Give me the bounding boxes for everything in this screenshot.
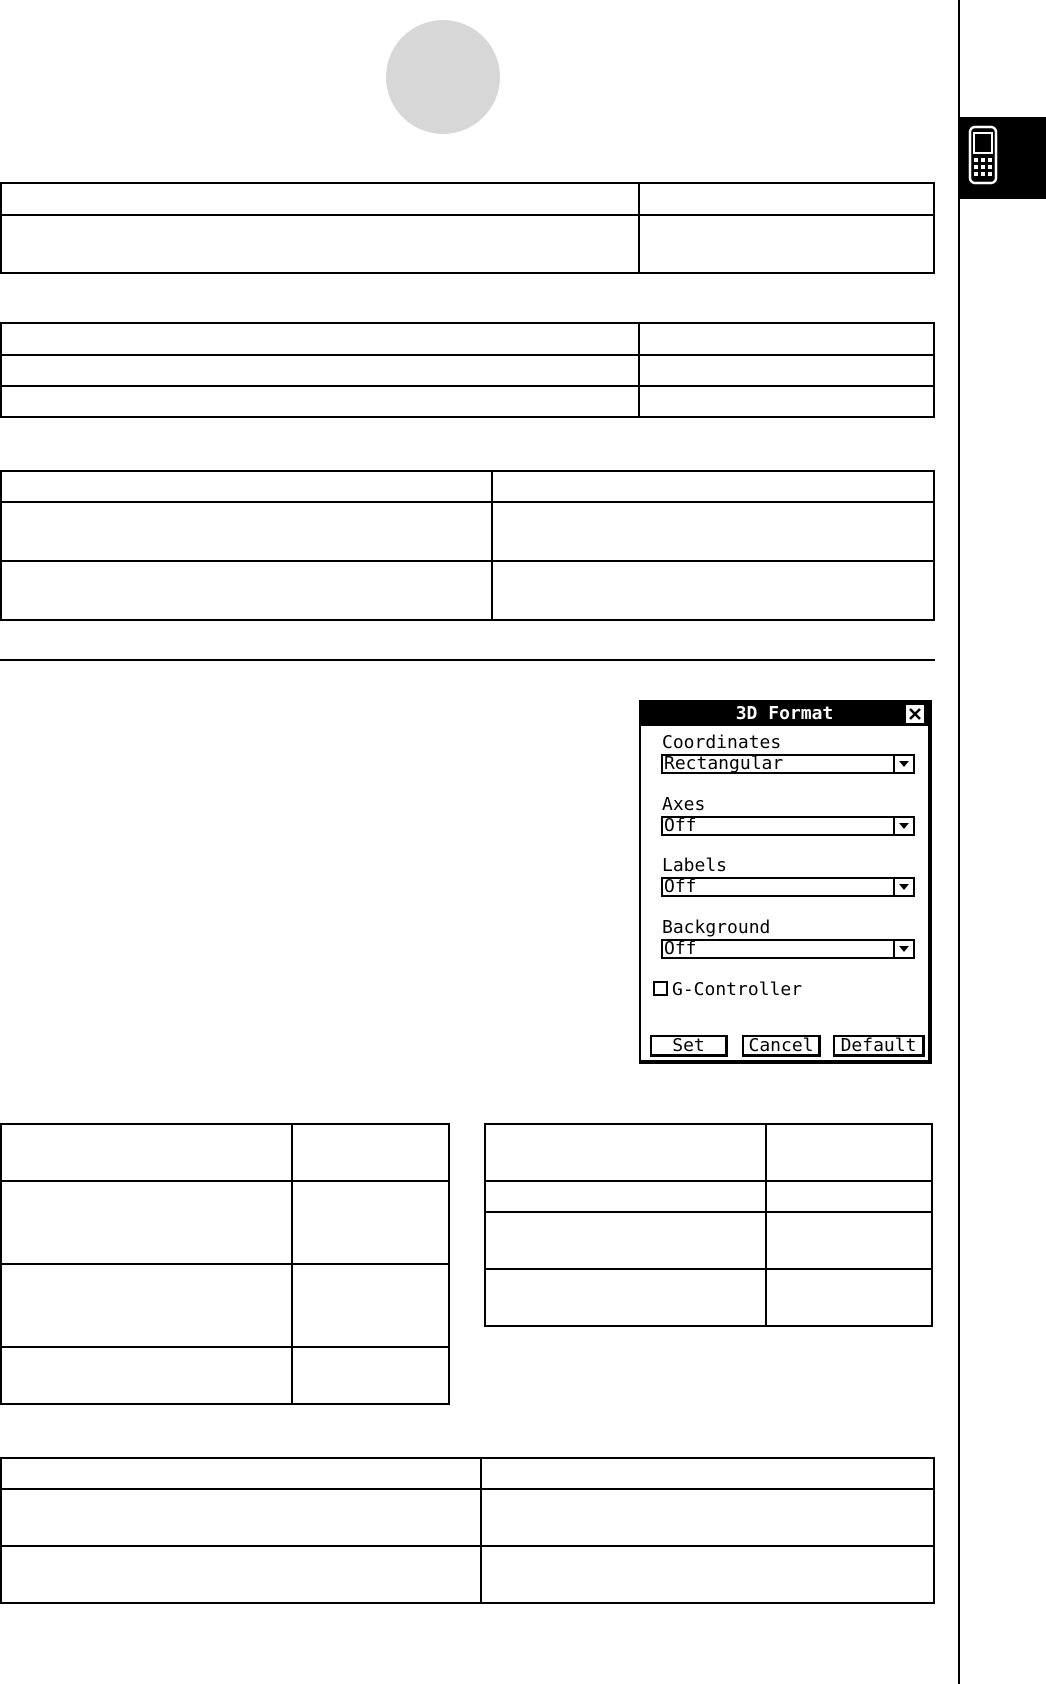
set-button[interactable]: Set	[650, 1035, 728, 1057]
background-select[interactable]	[661, 939, 915, 959]
chapter-circle	[386, 20, 500, 134]
table-2	[0, 322, 935, 418]
table-4	[0, 1123, 450, 1405]
dialog-title: 3D Format	[641, 702, 928, 726]
labels-select[interactable]	[661, 877, 915, 897]
table-1	[0, 182, 935, 274]
chevron-down-icon[interactable]	[893, 756, 913, 772]
labels-label: Labels	[662, 855, 728, 876]
g-controller-label: G-Controller	[672, 979, 803, 1000]
axes-select[interactable]	[661, 816, 915, 836]
axes-label: Axes	[662, 794, 706, 815]
close-icon[interactable]	[906, 705, 924, 723]
format-dialog	[639, 700, 932, 1064]
default-button[interactable]: Default	[833, 1035, 925, 1057]
coordinates-value: Rectangular	[664, 753, 784, 774]
chevron-down-icon[interactable]	[893, 818, 913, 834]
cancel-button[interactable]: Cancel	[742, 1035, 821, 1057]
chevron-down-icon[interactable]	[893, 879, 913, 895]
coordinates-select[interactable]	[661, 754, 915, 774]
side-rule	[958, 0, 960, 1684]
axes-value: Off	[664, 815, 697, 836]
checkbox-unchecked-icon[interactable]	[653, 981, 668, 996]
chevron-down-icon[interactable]	[893, 941, 913, 957]
table-3	[0, 470, 935, 621]
table-5	[484, 1123, 933, 1327]
g-controller-option[interactable]	[653, 980, 802, 1000]
labels-value: Off	[664, 876, 697, 897]
background-label: Background	[662, 917, 771, 938]
coordinates-label: Coordinates	[662, 732, 782, 753]
table-6	[0, 1457, 935, 1604]
calculator-icon	[968, 125, 998, 185]
section-divider	[0, 659, 935, 661]
chapter-tab	[960, 117, 1046, 199]
background-value: Off	[664, 938, 697, 959]
